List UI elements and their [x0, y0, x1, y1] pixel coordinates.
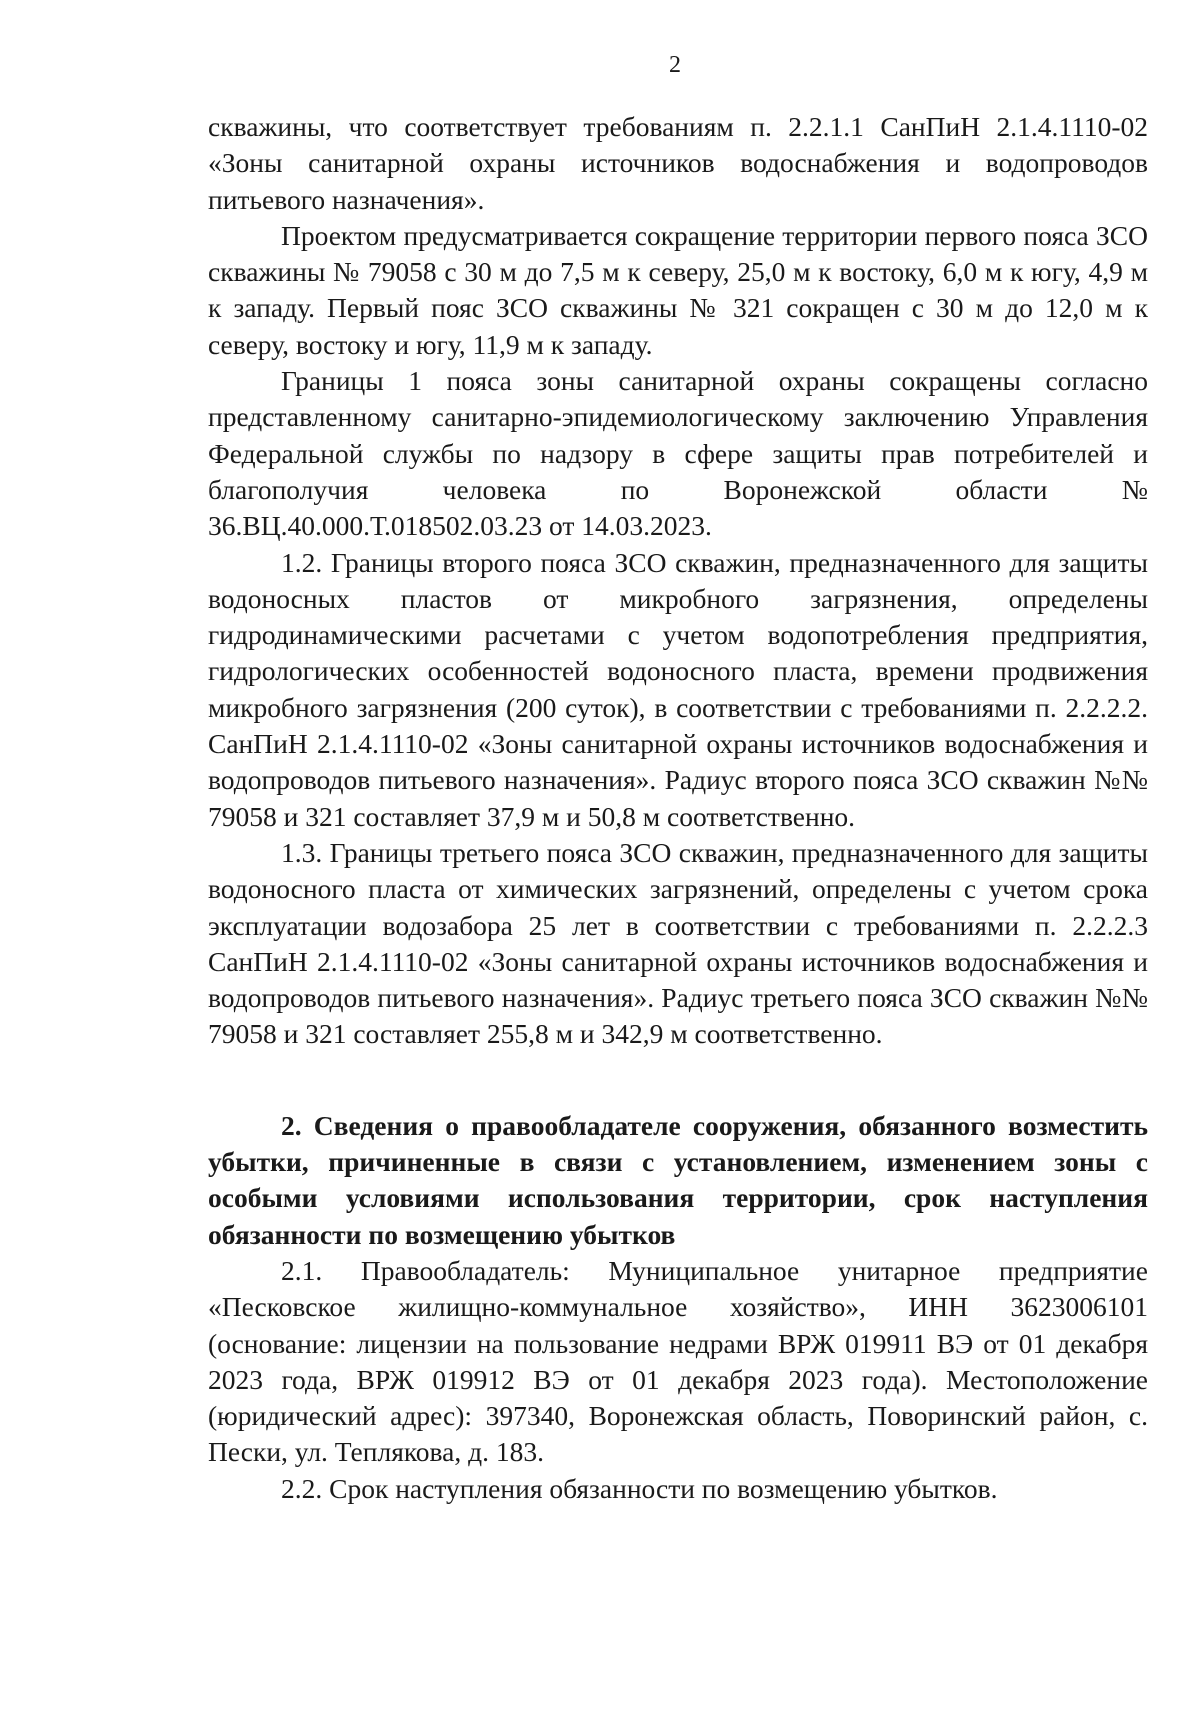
document-body: [208, 109, 1148, 1507]
paragraph-continuation: скважины, что соответствует требованиям п. 2.2.1.1 СанПиН 2.1.4.1110-02 «Зоны санитарной охраны источников водоснабжения и водопроводов питьевого назначения».: [208, 111, 1148, 215]
paragraph-second-belt: 1.2. Границы второго пояса ЗСО скважин, предназначенного для защиты водоносных пластов от микробного загрязнения, определены гидродинамическими расчетами с учетом водопотребления предприятия, гидрологических особенностей водоносного пласта, времени продвижения микробного загрязнения (200 суток), в соответствии с требованиями п. 2.2.2.2. СанПиН 2.1.4.1110-02 «Зоны санитарной охраны источников водоснабжения и водопроводов питьевого назначения». Радиус второго пояса ЗСО скважин №№ 79058 и 321 составляет 37,9 м и 50,8 м соответственно.: [208, 546, 1148, 832]
paragraph-compensation-term: 2.2. Срок наступления обязанности по возмещению убытков.: [281, 1472, 998, 1504]
page-number: 2: [669, 52, 681, 78]
paragraph-third-belt: 1.3. Границы третьего пояса ЗСО скважин, предназначенного для защиты водоносного пласта от химических загрязнений, определены с учетом срока эксплуатации водозабора 25 лет в соответствии с требованиями п. 2.2.2.3 СанПиН 2.1.4.1110-02 «Зоны санитарной охраны источников водоснабжения и водопроводов питьевого назначения». Радиус третьего пояса ЗСО скважин №№ 79058 и 321 составляет 255,8 м и 342,9 м соответственно.: [208, 836, 1148, 1050]
paragraph-rights-holder: 2.1. Правообладатель: Муниципальное унитарное предприятие «Песковское жилищно-коммунальное хозяйство», ИНН 3623006101 (основание: лицензии на пользование недрами ВРЖ 019911 ВЭ от 01 декабря 2023 года, ВРЖ 019912 ВЭ от 01 декабря 2023 года). Местоположение (юридический адрес): 397340, Воронежская область, Поворинский район, с. Пески, ул. Теплякова, д. 183.: [208, 1254, 1148, 1468]
section-2-heading: 2. Сведения о правообладателе сооружения, обязанного возместить убытки, причиненные в связи с установлением, изменением зоны с особыми условиями использования территории, срок наступления обязанности по возмещению убытков: [208, 1109, 1148, 1250]
paragraph-first-belt-reduction: Проектом предусматривается сокращение территории первого пояса ЗСО скважины № 79058 с 30 м до 7,5 м к северу, 25,0 м к востоку, 6,0 м к югу, 4,9 м к западу. Первый пояс ЗСО скважины № 321 сокращен с 30 м до 12,0 м к северу, востоку и югу, 11,9 м к западу.: [208, 219, 1148, 360]
paragraph-sanitary-conclusion: Границы 1 пояса зоны санитарной охраны сокращены согласно представленному санитарно-эпидемиологическому заключению Управления Федеральной службы по надзору в сфере защиты прав потребителей и благополучия человека по Воронежской области № 36.ВЦ.40.000.Т.018502.03.23 от 14.03.2023.: [208, 365, 1148, 542]
